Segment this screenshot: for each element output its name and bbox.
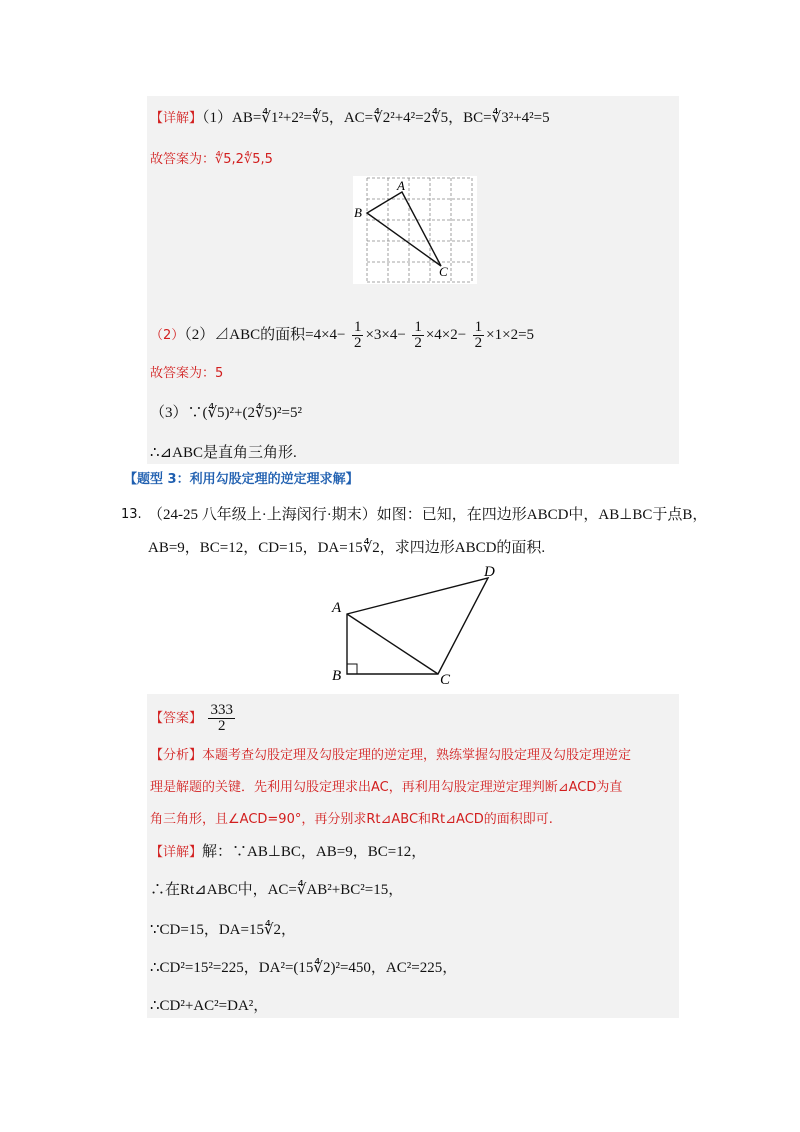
detail2-line-1: 【详解】解：∵AB⊥BC，AB=9，BC=12， [150, 844, 427, 860]
right-angle-mark [347, 664, 357, 674]
detail2-line-2: ∴在Rt⊿ABC中，AC=∜AB²+BC²=15， [150, 882, 404, 898]
answer-line: 【答案】 $\frac{333}{2}$ [150, 701, 233, 734]
detail-line-1 [150, 108, 550, 129]
detail-formula: （1）AB=∜1²+2²=∜5，AC=∜2²+4²=2∜5，BC=∜3²+4²=5 [202, 110, 550, 126]
section-title: 【题型 3：利用勾股定理的逆定理求解】 [124, 472, 359, 487]
detail2-line-5: ∴CD²+AC²=DA²， [150, 998, 269, 1014]
question-number: 13. [121, 507, 142, 522]
label-a: A [332, 600, 342, 616]
part3-line: （3）∵(∜5)²+(2∜5)²=5² [150, 405, 303, 421]
conclusion-line: ∴⊿ABC是直角三角形. [150, 445, 297, 461]
fraction-half: $\frac{1}{2}$ [353, 318, 362, 351]
analysis-line-1: 【分析】本题考查勾股定理及勾股定理的逆定理，熟练掌握勾股定理及勾股定理逆定 [150, 748, 632, 763]
label-a: A [397, 178, 405, 193]
label-b: B [354, 205, 362, 220]
question-line-1: （24-25 八年级上·上海闵行·期末）如图：已知，在四边形ABCD中，AB⊥BC于点B， [148, 507, 708, 523]
detail-tag: 【详解】 [150, 111, 203, 126]
answer-line-1: 故答案为：∜5,2∜5,5 [150, 152, 273, 167]
question-line-2: AB=9，BC=12，CD=15，DA=15∜2，求四边形ABCD的面积. [148, 540, 546, 556]
label-c: C [440, 672, 451, 688]
area-line: （2）（2）⊿ABC的面积=4×4− $\frac{1}{2}$ ×3×4− $\frac{1}{2}$ ×4×2− $\frac{1}{2}$ ×1×2=5 [150, 318, 535, 351]
fraction-half: $\frac{1}{2}$ [414, 318, 422, 351]
analysis-line-3: 角三角形，且∠ACD=90°，再分别求Rt⊿ABC和Rt⊿ACD的面积即可. [150, 812, 553, 827]
answer-fraction: $\frac{333}{2}$ [210, 701, 233, 734]
grid-triangle-figure [353, 176, 477, 284]
label-b: B [332, 668, 342, 684]
quadrilateral-figure [326, 560, 506, 688]
fraction-half: $\frac{1}{2}$ [474, 318, 483, 351]
diagonal-ac [347, 614, 438, 674]
answer-line-2: 故答案为：5 [150, 366, 224, 381]
analysis-line-2: 理是解题的关键．先利用勾股定理求出AC，再利用勾股定理逆定理判断⊿ACD为直 [150, 780, 623, 795]
detail2-line-4: ∴CD²=15²=225，DA²=(15∜2)²=450，AC²=225， [150, 960, 458, 976]
quad-abcd [347, 578, 488, 674]
label-d: D [484, 564, 495, 580]
label-c: C [439, 264, 448, 279]
detail2-line-3: ∵CD=15，DA=15∜2， [150, 922, 297, 938]
